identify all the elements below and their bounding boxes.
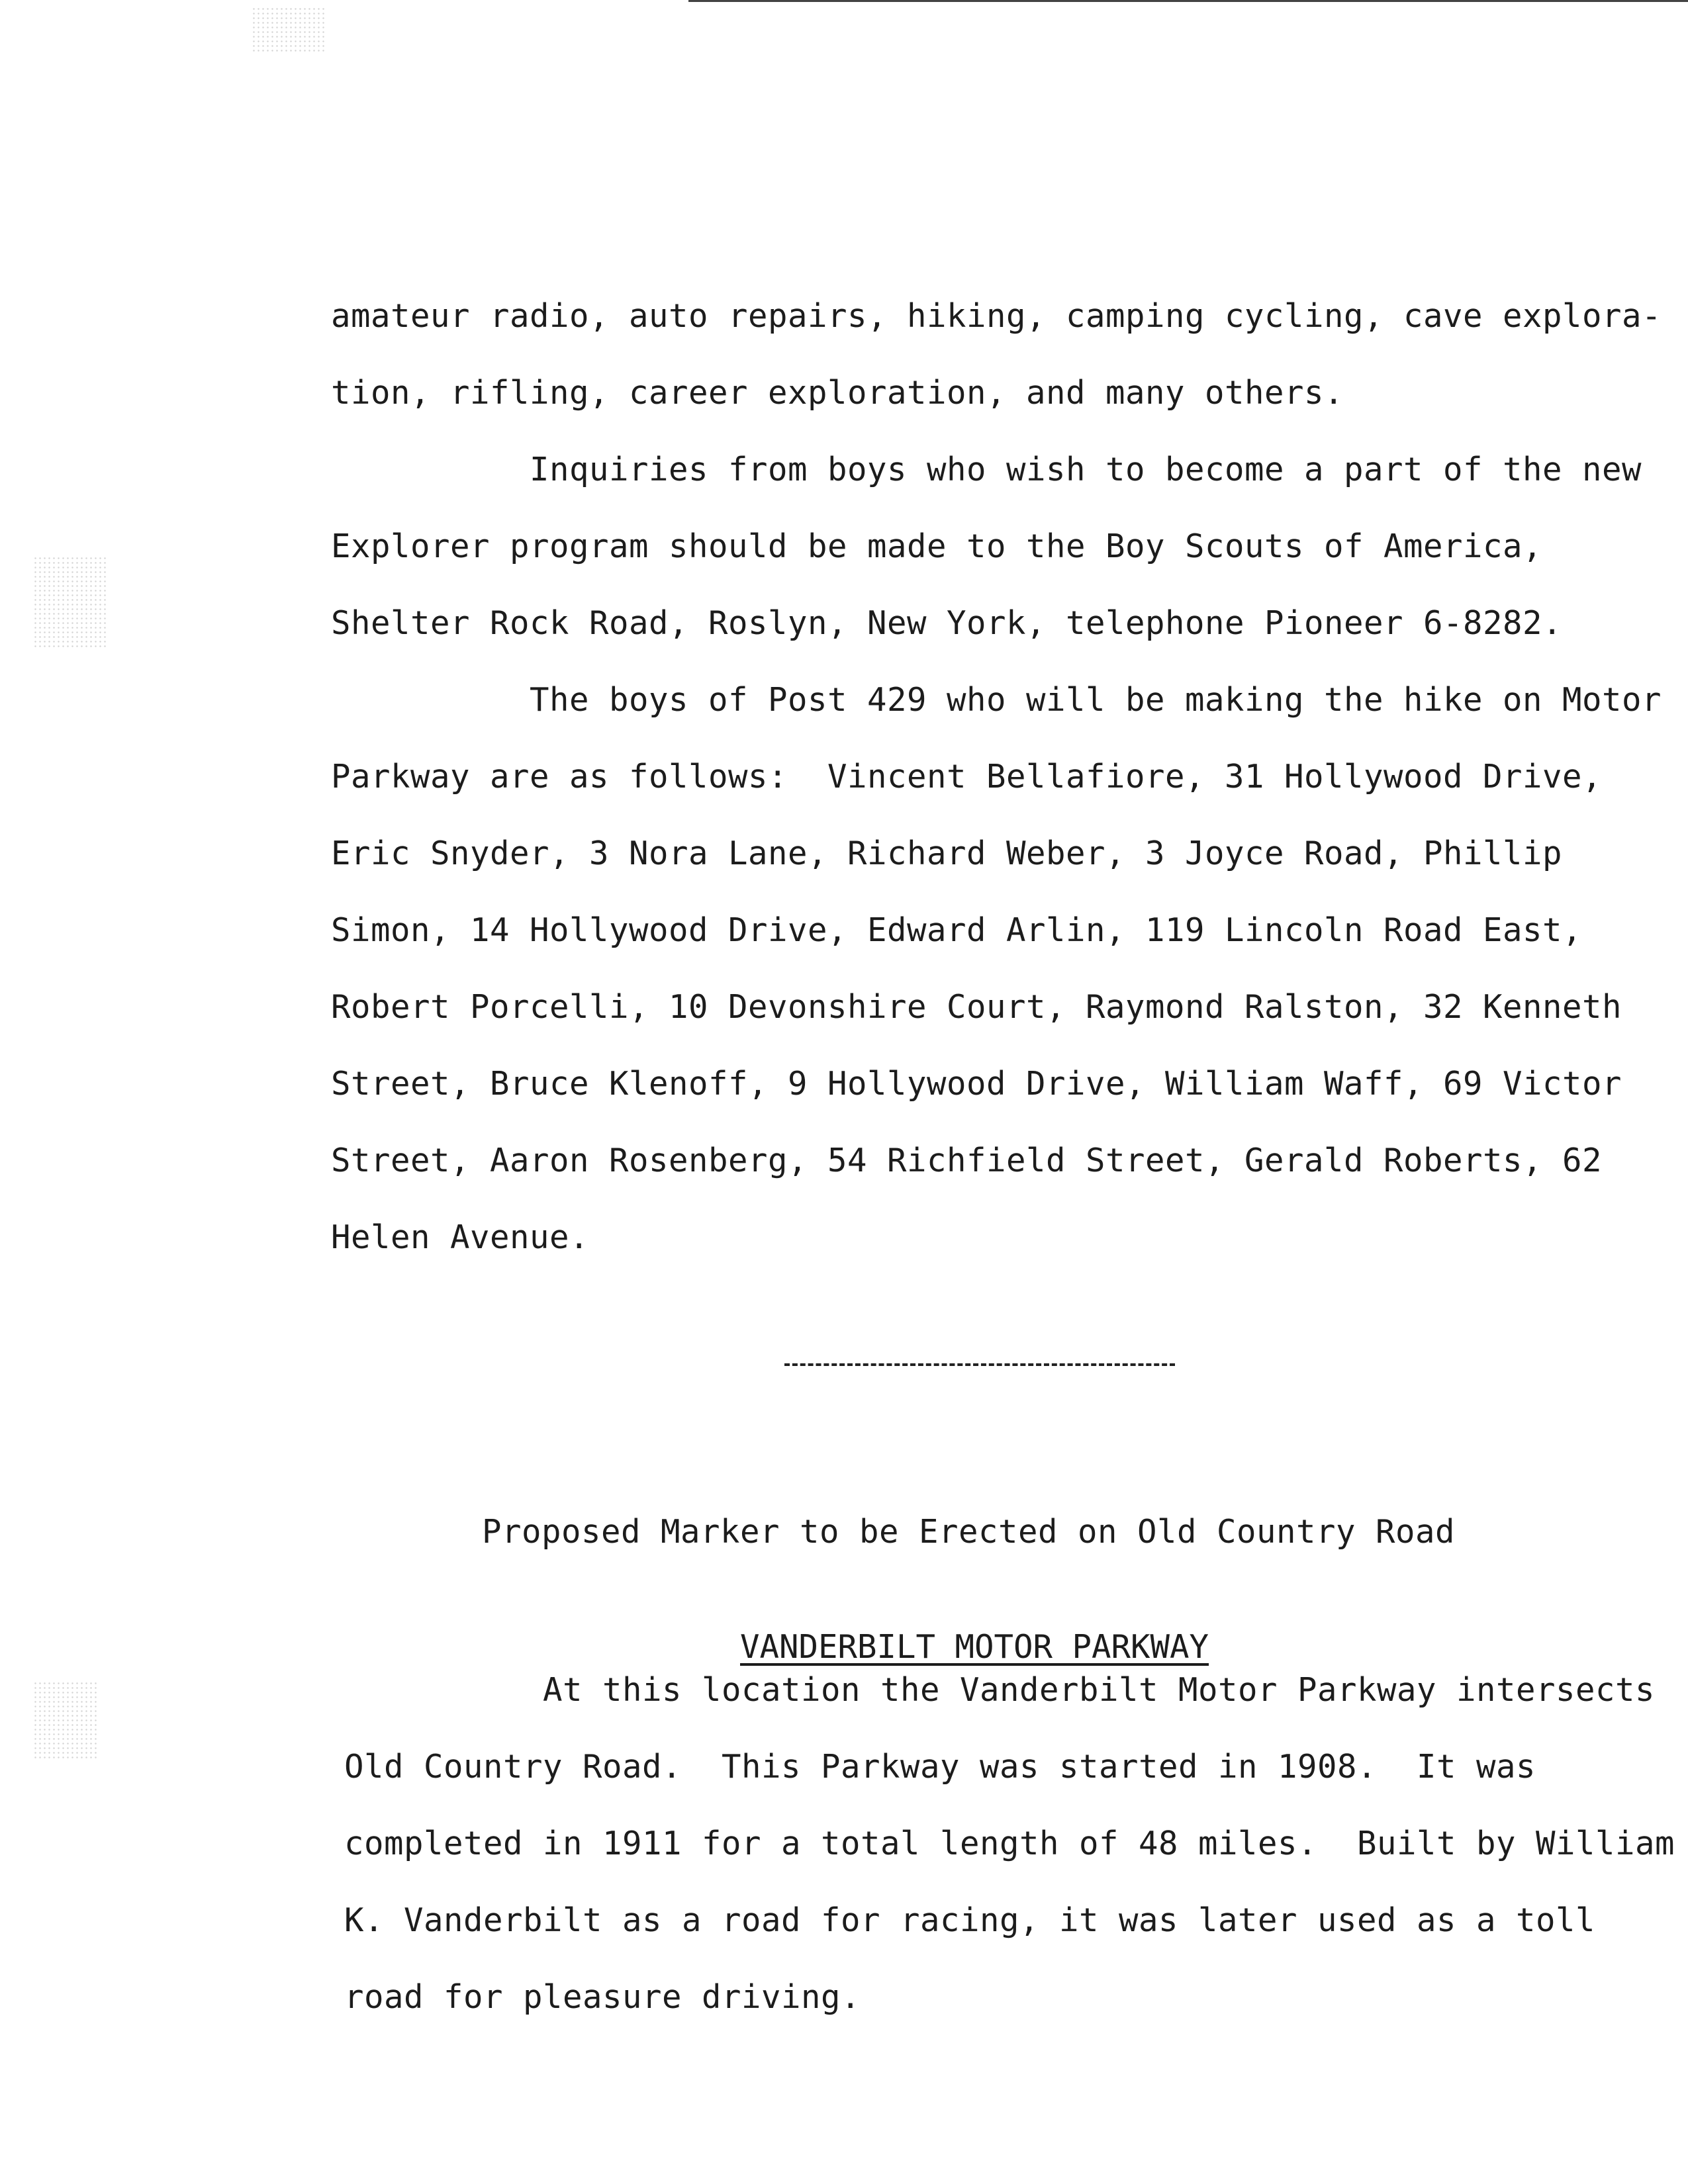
scan-speckle-left [33, 556, 106, 649]
paragraph-3-line-8: Helen Avenue. [331, 1218, 590, 1256]
marker-heading: VANDERBILT MOTOR PARKWAY [740, 1628, 1209, 1666]
paragraph-1-line-1: amateur radio, auto repairs, hiking, camping cycling, cave explora- [331, 297, 1662, 335]
paragraph-2-line-1: Inquiries from boys who wish to become a part of the new [530, 451, 1642, 488]
paragraph-1-line-2: tion, rifling, career exploration, and many others. [331, 374, 1344, 412]
paragraph-3-line-4: Simon, 14 Hollywood Drive, Edward Arlin, 119 Lincoln Road East, [331, 911, 1583, 949]
paragraph-2-line-2: Explorer program should be made to the Boy Scouts of America, [331, 527, 1543, 565]
paragraph-3-line-7: Street, Aaron Rosenberg, 54 Richfield Street, Gerald Roberts, 62 [331, 1142, 1603, 1179]
marker-line-4: K. Vanderbilt as a road for racing, it was later used as a toll [344, 1901, 1596, 1939]
marker-line-1: At this location the Vanderbilt Motor Parkway intersects [543, 1671, 1656, 1709]
marker-subtitle: Proposed Marker to be Erected on Old Country Road [482, 1513, 1456, 1551]
scan-speckle-left-lower [33, 1681, 99, 1760]
paragraph-3-line-3: Eric Snyder, 3 Nora Lane, Richard Weber, 3 Joyce Road, Phillip [331, 835, 1563, 872]
paragraph-3-line-1: The boys of Post 429 who will be making the hike on Motor [530, 681, 1662, 719]
marker-line-2: Old Country Road. This Parkway was started in 1908. It was [344, 1748, 1536, 1786]
dashed-divider [784, 1363, 1175, 1366]
paragraph-2-line-3: Shelter Rock Road, Roslyn, New York, telephone Pioneer 6-8282. [331, 604, 1563, 642]
marker-line-3: completed in 1911 for a total length of 48 miles. Built by William [344, 1825, 1675, 1862]
paragraph-3-line-5: Robert Porcelli, 10 Devonshire Court, Raymond Ralston, 32 Kenneth [331, 988, 1622, 1026]
scan-speckle-top [252, 7, 324, 53]
paragraph-3-line-6: Street, Bruce Klenoff, 9 Hollywood Drive, William Waff, 69 Victor [331, 1065, 1622, 1103]
marker-line-5: road for pleasure driving. [344, 1978, 861, 2016]
top-edge-rule [688, 0, 1688, 2]
paragraph-3-line-2: Parkway are as follows: Vincent Bellafiore, 31 Hollywood Drive, [331, 758, 1603, 796]
